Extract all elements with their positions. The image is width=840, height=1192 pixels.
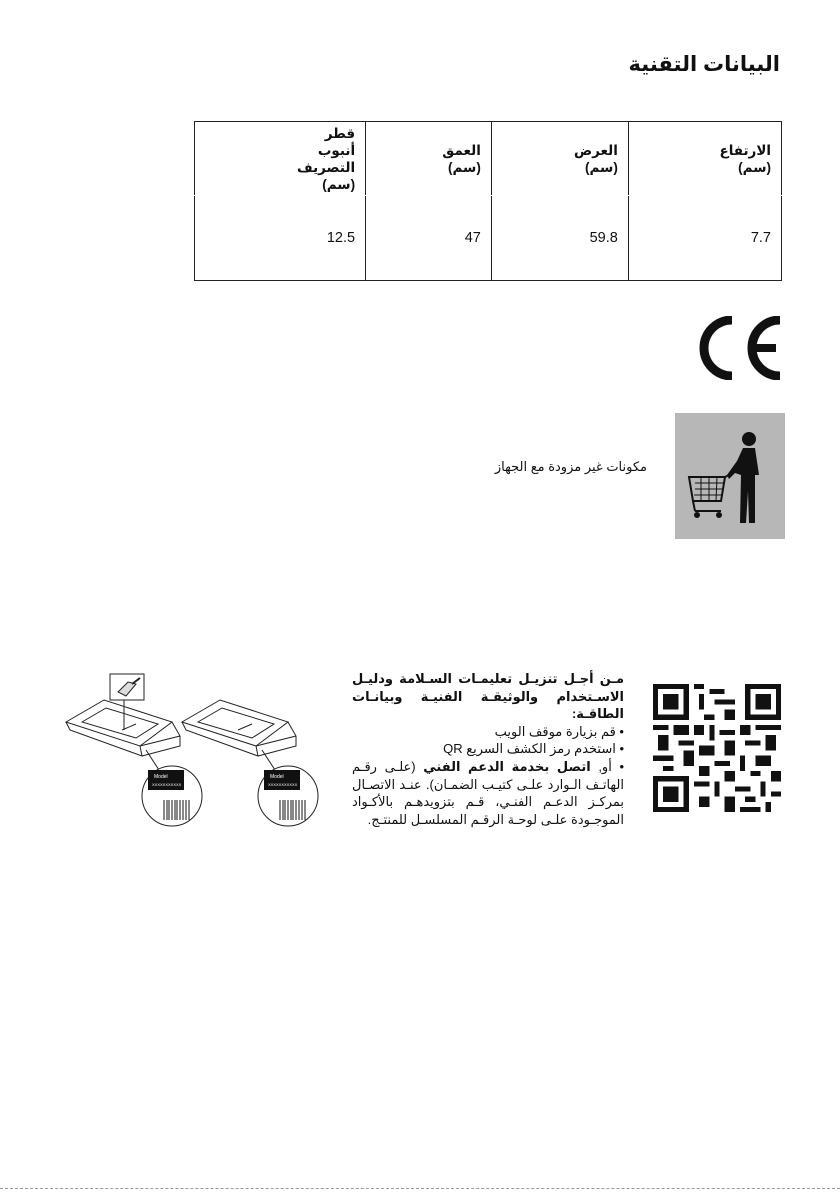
value-width: 59.8 <box>491 196 628 281</box>
qr-code-icon <box>653 684 781 812</box>
header-unit: (سم) <box>584 159 618 175</box>
download-info <box>352 670 624 828</box>
plate-model-left: Model <box>154 774 168 780</box>
table-header-row <box>195 122 782 196</box>
header-depth <box>366 122 492 196</box>
support-rest: (علـى رقـم الهاتـف الـوارد علـى كتيـب الضمـان). عنـد الاتصـال بمركـز الدعـم الفنـي، قـم بتزويدهـم بالأكـواد الموجـودة علـى لوحـة الرقـم المسلسـل للمنتـج. <box>352 758 624 827</box>
table-value-row <box>195 196 782 281</box>
info-bullet-qr: • استخدم رمز الكشف السريع QR <box>443 741 624 757</box>
info-bullet-website: • قم بزيارة موقف الويب <box>494 723 624 739</box>
shopping-trolley-icon <box>675 413 785 539</box>
header-height <box>628 122 781 196</box>
header-unit: (سم) <box>447 159 481 175</box>
header-label: العرض <box>573 142 618 158</box>
accessories-caption: مكونات غير مزودة مع الجهاز <box>494 459 647 474</box>
serial-plate-diagram <box>62 670 346 830</box>
info-bullet-support <box>352 759 624 827</box>
header-label: الارتفاع <box>719 142 771 158</box>
header-unit: (سم) <box>738 159 771 175</box>
header-label: قطر أنبوب التصريف <box>297 125 356 175</box>
accessories-pictogram <box>675 413 785 539</box>
page-bottom-divider <box>0 1188 840 1189</box>
plate-model-right: Model <box>270 774 284 780</box>
value-height: 7.7 <box>628 196 781 281</box>
plate-code-right: XXXXXXXXXXX <box>268 782 298 787</box>
support-bold: اتصل بخدمة الدعم الفني <box>423 758 591 774</box>
technical-data-table <box>194 121 782 281</box>
value-depth: 47 <box>366 196 492 281</box>
header-width <box>491 122 628 196</box>
header-duct-diameter <box>195 122 366 196</box>
header-unit: (سم) <box>322 176 356 192</box>
value-duct-diameter: 12.5 <box>195 196 366 281</box>
plate-code-left: XXXXXXXXXXX <box>152 782 182 787</box>
header-label: العمق <box>442 142 481 158</box>
page-title: البيانات التقنية <box>628 53 780 76</box>
info-heading: مـن أجـل تنزيـل تعليمـات السـلامة ودليـل الاسـتخدام والوثيقـة الفنيـة وبيانـات الطاقـة: <box>352 671 624 722</box>
ce-mark-icon <box>696 316 786 380</box>
support-prefix: • أو, <box>598 758 624 774</box>
